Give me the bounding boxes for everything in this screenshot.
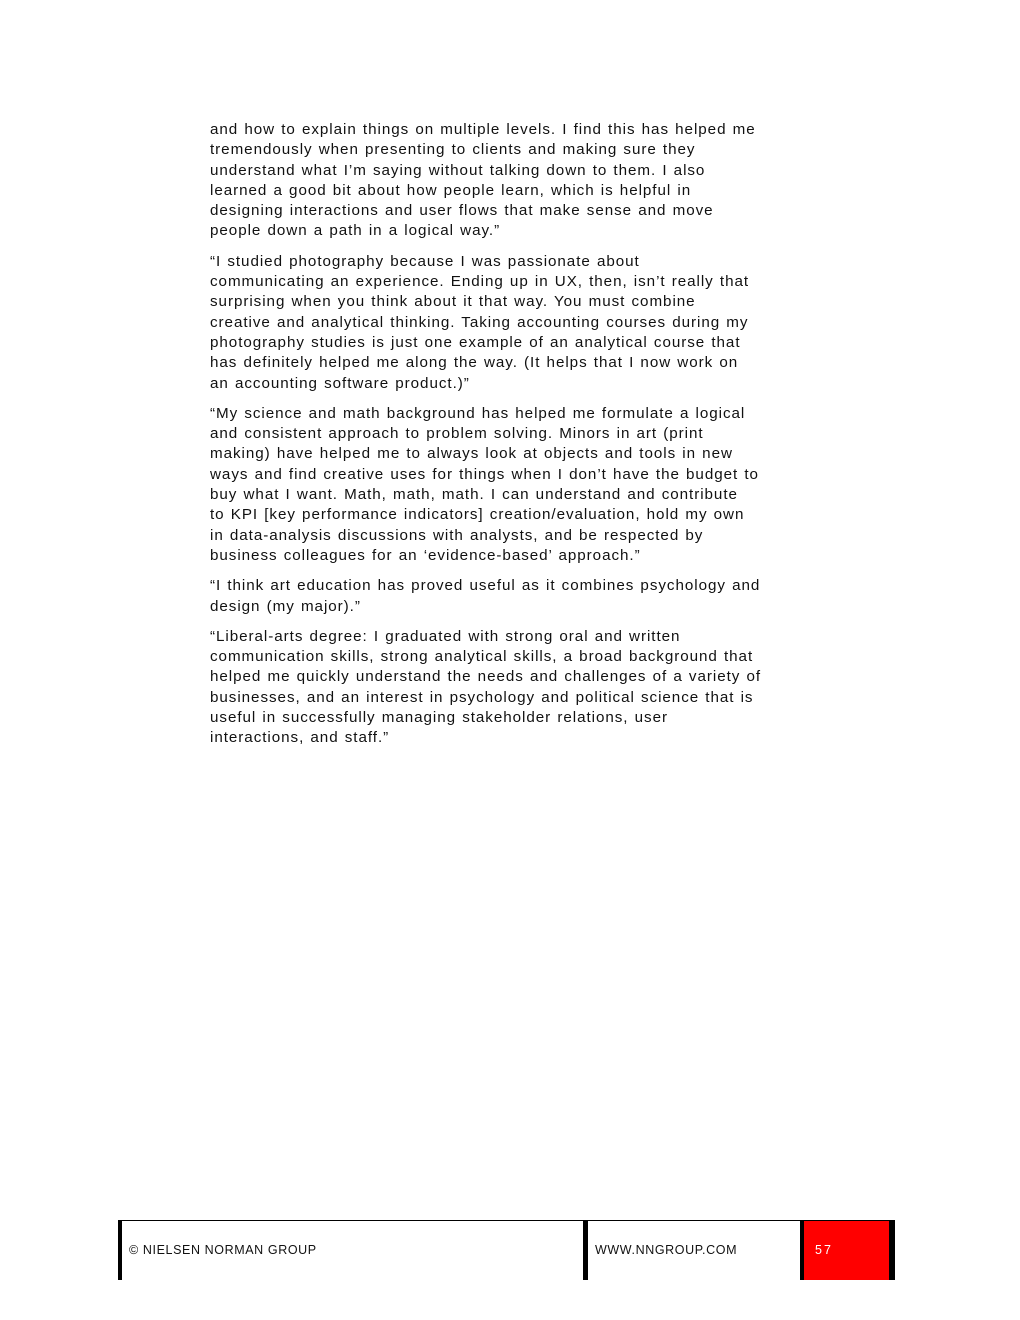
paragraph-continuation: and how to explain things on multiple levels. I find this has helped me tremendously when presenting to clients and making sure they understand what I’m saying without talking down to them. I also learned a good bit about how people learn, which is helpful in designing interactions and user flows that make sense and move people down a path in a logical way.” (210, 121, 756, 240)
body-text (210, 120, 810, 759)
page-footer (118, 1220, 895, 1280)
quote-science-math: “My science and math background has helped me formulate a logical and consistent approach to problem solving. Minors in art (print making) have helped me to always look at objects and tools in new ways and find creative uses for things when I don’t have the budget to buy what I want. Math, math, math. I can understand and contribute to KPI [key performance indicators] creation/evaluation, hold my own in data-analysis discussions with analysts, and be respected by business colleagues for an ‘evidence-based’ approach.” (210, 404, 759, 564)
quote-liberal-arts: “Liberal-arts degree: I graduated with strong oral and written communication skills, strong analytical skills, a broad background that helped me quickly understand the needs and challenges of a variety of businesses, and an interest in psychology and political science that is useful in successfully managing stakeholder relations, user interactions, and staff.” (210, 627, 762, 747)
footer-copyright: © NIELSEN NORMAN GROUP (129, 1243, 317, 1257)
page-number: 57 (815, 1243, 833, 1257)
quote-photography: “I studied photography because I was passionate about communicating an experience. Ending up in UX, then, isn’t really that surprising when you think about it that way. You must combine creative and analytical thinking. Taking accounting courses during my photography studies is just one example of an analytical course that has definitely helped me along the way. (It helps that I now work on an accounting software product.)” (210, 252, 750, 392)
quote-art-education: “I think art education has proved useful as it combines psychology and design (my major).” (210, 577, 761, 615)
page-number-box (804, 1221, 889, 1280)
footer-right-bar (889, 1220, 895, 1280)
footer-divider (118, 1220, 895, 1221)
footer-left-bar (118, 1220, 122, 1280)
footer-middle-bar (583, 1220, 588, 1280)
footer-website-link[interactable]: WWW.NNGROUP.COM (595, 1243, 738, 1257)
